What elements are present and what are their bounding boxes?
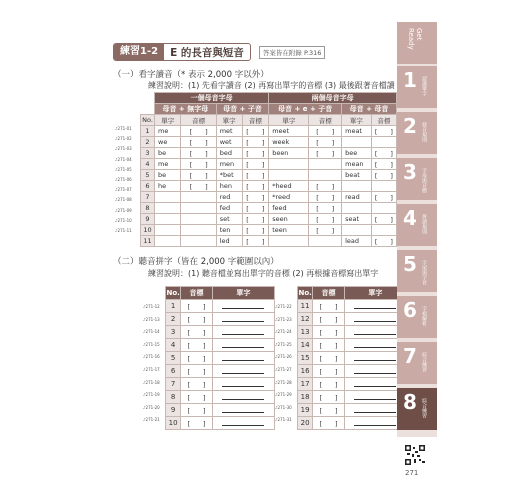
- chapter-label: 字母與音標: [421, 168, 427, 193]
- audio-track-code[interactable]: ♪271-14: [143, 329, 160, 335]
- subheader-vowel-none: 母音 + 無字母: [155, 104, 217, 115]
- audio-track-code[interactable]: ♪271-07: [115, 187, 132, 193]
- phonetic-blank: [371, 225, 396, 236]
- answer-underline: [222, 367, 264, 374]
- chapter-label: 字根解析: [421, 306, 427, 326]
- table-row: [141, 170, 397, 181]
- word-cell: fed: [216, 203, 242, 214]
- table-row: [298, 417, 407, 430]
- row-number: 1: [141, 126, 155, 137]
- word-cell: lead: [342, 236, 372, 247]
- row-number: 1: [166, 300, 181, 313]
- phonetic-blank[interactable]: [ ]: [309, 214, 342, 225]
- col-no: No.: [166, 287, 181, 300]
- word-cell: read: [342, 192, 372, 203]
- phonetic-blank[interactable]: [ ]: [371, 236, 396, 247]
- row-number: 13: [298, 326, 313, 339]
- row-number: 12: [298, 313, 313, 326]
- row-number: 8: [141, 203, 155, 214]
- audio-track-code[interactable]: ♪271-23: [275, 316, 292, 322]
- phonetic-blank[interactable]: [ ]: [309, 126, 342, 137]
- audio-track-code[interactable]: ♪271-26: [275, 354, 292, 360]
- word-cell: seat: [342, 214, 372, 225]
- phonetic-blank[interactable]: [ ]: [309, 137, 342, 148]
- phonetic-blank[interactable]: [ ]: [242, 181, 269, 192]
- answer-underline: [222, 419, 264, 426]
- table-row: [166, 391, 275, 404]
- phonetic-blank: [181, 214, 216, 225]
- phonetic-blank: [181, 236, 216, 247]
- audio-track-code[interactable]: ♪271-11: [115, 228, 132, 233]
- audio-track-code[interactable]: ♪271-08: [115, 197, 132, 203]
- sidebar-get-ready[interactable]: [397, 22, 437, 64]
- table-row: [141, 137, 397, 148]
- phonetic-blank[interactable]: [ ]: [371, 214, 396, 225]
- table-row: [141, 214, 397, 225]
- row-number: 16: [298, 365, 313, 378]
- phonetic-blank[interactable]: [ ]: [242, 137, 269, 148]
- word-cell: hen: [216, 181, 242, 192]
- row-number: 3: [141, 148, 155, 159]
- phonetic-blank[interactable]: [ ]: [309, 203, 342, 214]
- word-cell: [155, 236, 181, 247]
- phonetic-blank[interactable]: [ ]: [242, 159, 269, 170]
- phonetic-blank[interactable]: [ ]: [181, 313, 213, 326]
- answer-underline: [354, 354, 396, 361]
- word-blank[interactable]: [212, 352, 274, 365]
- phonetic-blank[interactable]: [ ]: [181, 391, 213, 404]
- col-phonetic-4: 音標: [371, 115, 396, 126]
- chapter-number: 4: [403, 206, 417, 230]
- table-row: [298, 339, 407, 352]
- table-row: [166, 352, 275, 365]
- table-row: [166, 365, 275, 378]
- col-word-2: 單字: [216, 115, 242, 126]
- row-number: 6: [141, 181, 155, 192]
- row-number: 2: [141, 137, 155, 148]
- phonetic-blank[interactable]: [ ]: [242, 225, 269, 236]
- table-row: [141, 203, 397, 214]
- row-number: 4: [141, 159, 155, 170]
- col-word-3: 單字: [269, 115, 309, 126]
- qr-code-icon[interactable]: [405, 445, 425, 465]
- reading-table: [140, 92, 397, 247]
- word-cell: [155, 225, 181, 236]
- section2-instruction: 練習說明：(1) 聽音檔並寫出單字的音標 (2) 再根據音標寫出單字: [148, 269, 379, 278]
- word-cell: meat: [342, 126, 372, 137]
- phonetic-blank[interactable]: [ ]: [313, 339, 345, 352]
- word-cell: [342, 203, 372, 214]
- word-cell: beat: [342, 170, 372, 181]
- page-number: 271: [405, 469, 419, 477]
- word-cell: mean: [342, 159, 372, 170]
- word-cell: seen: [269, 214, 309, 225]
- phonetic-blank[interactable]: [ ]: [242, 214, 269, 225]
- phonetic-blank: [371, 181, 396, 192]
- chapter-number: 3: [403, 160, 417, 184]
- answer-underline: [222, 315, 264, 322]
- word-cell: week: [269, 137, 309, 148]
- word-cell: led: [216, 236, 242, 247]
- table-row: [166, 417, 275, 430]
- phonetic-blank: [371, 137, 396, 148]
- phonetic-blank[interactable]: [ ]: [181, 126, 216, 137]
- answer-underline: [222, 328, 264, 335]
- chapter-label: 認識單字: [421, 76, 427, 96]
- word-cell: bed: [216, 148, 242, 159]
- answer-underline: [222, 341, 264, 348]
- title-box: [113, 43, 251, 61]
- table-row: [166, 300, 275, 313]
- chapter-number: 6: [403, 298, 417, 322]
- phonetic-blank[interactable]: [ ]: [371, 148, 396, 159]
- section1-instruction: 練習說明：(1) 先看字讀音 (2) 再寫出單字的音標 (3) 最後跟著音檔讀: [148, 81, 395, 90]
- phonetic-blank[interactable]: [ ]: [309, 225, 342, 236]
- audio-track-code[interactable]: ♪271-10: [115, 217, 132, 223]
- chapter-number: 2: [403, 114, 417, 138]
- answer-underline: [354, 367, 396, 374]
- word-cell: feed: [269, 203, 309, 214]
- phonetic-blank[interactable]: [ ]: [313, 417, 345, 430]
- word-cell: bee: [342, 148, 372, 159]
- word-cell: [155, 203, 181, 214]
- audio-track-code[interactable]: ♪271-29: [275, 392, 292, 398]
- answer-note: 答案皆在附錄 P.316: [259, 46, 325, 59]
- audio-track-code[interactable]: ♪271-24: [275, 329, 292, 335]
- col-no: No.: [298, 287, 313, 300]
- answer-underline: [354, 302, 396, 309]
- word-cell: [155, 192, 181, 203]
- audio-track-code[interactable]: ♪271-30: [275, 404, 292, 410]
- phonetic-blank: [181, 225, 216, 236]
- audio-track-code[interactable]: ♪271-03: [115, 146, 132, 152]
- audio-track-code[interactable]: ♪271-02: [115, 136, 132, 142]
- phonetic-blank[interactable]: [ ]: [181, 181, 216, 192]
- row-number: 10: [141, 225, 155, 236]
- table-row: [298, 326, 407, 339]
- exercise-heading: E 的長音與短音: [170, 46, 244, 59]
- audio-track-code[interactable]: ♪271-31: [275, 417, 292, 423]
- audio-track-code[interactable]: ♪271-19: [143, 392, 160, 398]
- chapter-tab-7[interactable]: [397, 342, 437, 384]
- row-number: 5: [141, 170, 155, 181]
- row-number: 6: [166, 365, 181, 378]
- audio-track-code[interactable]: ♪271-05: [115, 166, 132, 172]
- exercise-title: [113, 44, 325, 60]
- audio-track-code[interactable]: ♪271-28: [275, 379, 292, 385]
- phonetic-blank[interactable]: [ ]: [371, 170, 396, 181]
- table-row: [298, 391, 407, 404]
- chapter-number: 8: [403, 390, 417, 414]
- word-cell: be: [155, 170, 181, 181]
- table-row: [141, 236, 397, 247]
- answer-underline: [354, 380, 396, 387]
- chapter-tab-8[interactable]: [397, 388, 437, 430]
- group-header-two-vowels: 兩個母音字母: [269, 93, 397, 104]
- word-cell: [342, 137, 372, 148]
- audio-track-code[interactable]: ♪271-04: [115, 156, 132, 162]
- row-number: 8: [166, 391, 181, 404]
- word-cell: red: [216, 192, 242, 203]
- word-blank[interactable]: [212, 339, 274, 352]
- row-number: 7: [166, 378, 181, 391]
- word-cell: been: [269, 148, 309, 159]
- table-row: [166, 326, 275, 339]
- word-cell: [342, 181, 372, 192]
- chapter-number: 5: [403, 252, 417, 276]
- word-cell: teen: [269, 225, 309, 236]
- phonetic-blank[interactable]: [ ]: [309, 192, 342, 203]
- phonetic-blank[interactable]: [ ]: [242, 126, 269, 137]
- chapter-tab-5[interactable]: [397, 250, 437, 292]
- exercise-tag: 練習1-2: [114, 44, 164, 60]
- phonetic-blank: [309, 170, 342, 181]
- table-row: [166, 313, 275, 326]
- col-no: No.: [142, 116, 153, 124]
- row-number: 20: [298, 417, 313, 430]
- answer-underline: [354, 341, 396, 348]
- phonetic-blank: [181, 203, 216, 214]
- phonetic-blank[interactable]: [ ]: [242, 148, 269, 159]
- subheader-vowel-vowel: 母音 + 母音: [342, 104, 397, 115]
- phonetic-blank[interactable]: [ ]: [181, 300, 213, 313]
- phonetic-blank[interactable]: [ ]: [309, 148, 342, 159]
- answer-underline: [222, 354, 264, 361]
- audio-track-code[interactable]: ♪271-12: [143, 304, 160, 309]
- table-row: [298, 313, 407, 326]
- phonetic-blank[interactable]: [ ]: [181, 170, 216, 181]
- phonetic-blank[interactable]: [ ]: [313, 365, 345, 378]
- phonetic-blank[interactable]: [ ]: [371, 126, 396, 137]
- row-number: 17: [298, 378, 313, 391]
- word-blank[interactable]: [212, 417, 274, 430]
- row-number: 11: [141, 236, 155, 247]
- row-number: 18: [298, 391, 313, 404]
- phonetic-blank[interactable]: [ ]: [242, 192, 269, 203]
- word-cell: he: [155, 181, 181, 192]
- chapter-label: 發音規則: [421, 122, 427, 142]
- answer-underline: [354, 328, 396, 335]
- word-blank[interactable]: [212, 313, 274, 326]
- audio-track-code[interactable]: ♪271-17: [143, 367, 160, 372]
- phonetic-blank[interactable]: [ ]: [313, 378, 345, 391]
- table-row: [298, 300, 407, 313]
- phonetic-blank[interactable]: [ ]: [309, 181, 342, 192]
- table-row: [166, 404, 275, 417]
- phonetic-blank[interactable]: [ ]: [371, 192, 396, 203]
- col-phonetic: 音標: [313, 287, 345, 300]
- word-cell: me: [155, 159, 181, 170]
- word-cell: ten: [216, 225, 242, 236]
- chapter-tab-1[interactable]: [397, 66, 437, 108]
- phonetic-blank[interactable]: [ ]: [313, 352, 345, 365]
- phonetic-blank: [181, 192, 216, 203]
- row-number: 7: [141, 192, 155, 203]
- audio-track-code[interactable]: ♪271-16: [143, 354, 160, 360]
- audio-track-code[interactable]: ♪271-15: [143, 341, 160, 347]
- row-number: 9: [141, 214, 155, 225]
- group-header-one-vowel: 一個母音字母: [155, 93, 269, 104]
- word-cell: [269, 159, 309, 170]
- phonetic-blank[interactable]: [ ]: [181, 339, 213, 352]
- col-word-1: 單字: [155, 115, 181, 126]
- phonetic-blank[interactable]: [ ]: [242, 236, 269, 247]
- chapter-label: 字尾與字首: [421, 260, 427, 285]
- dictation-table-right: [297, 286, 407, 430]
- word-blank[interactable]: [212, 378, 274, 391]
- answer-underline: [354, 406, 396, 413]
- phonetic-blank[interactable]: [ ]: [181, 365, 213, 378]
- phonetic-blank[interactable]: [ ]: [313, 391, 345, 404]
- word-cell: met: [216, 126, 242, 137]
- col-word: 單字: [212, 287, 274, 300]
- phonetic-blank[interactable]: [ ]: [242, 203, 269, 214]
- phonetic-blank[interactable]: [ ]: [313, 326, 345, 339]
- phonetic-blank[interactable]: [ ]: [181, 159, 216, 170]
- chapter-number: 1: [403, 68, 417, 92]
- row-number: 10: [166, 417, 181, 430]
- phonetic-blank[interactable]: [ ]: [181, 137, 216, 148]
- table-row: [166, 339, 275, 352]
- word-cell: men: [216, 159, 242, 170]
- row-number: 15: [298, 352, 313, 365]
- audio-track-code[interactable]: ♪271-20: [143, 404, 160, 410]
- table-row: [141, 181, 397, 192]
- word-cell: *bet: [216, 170, 242, 181]
- chapter-label: 綜合練習: [421, 352, 427, 372]
- audio-track-code[interactable]: ♪271-27: [275, 367, 292, 372]
- section2-heading: （二）聽音拼字（皆在 2,000 字範圍以內）: [113, 257, 279, 267]
- word-cell: be: [155, 148, 181, 159]
- subheader-vowel-consonant: 母音 + 子音: [216, 104, 268, 115]
- chapter-number: 7: [403, 344, 417, 368]
- col-phonetic-2: 音標: [242, 115, 269, 126]
- table-row: [298, 378, 407, 391]
- table-row: [141, 159, 397, 170]
- word-cell: wet: [216, 137, 242, 148]
- phonetic-blank[interactable]: [ ]: [181, 148, 216, 159]
- phonetic-blank[interactable]: [ ]: [313, 313, 345, 326]
- answer-underline: [354, 315, 396, 322]
- audio-track-code[interactable]: ♪271-18: [143, 379, 160, 385]
- col-word: 單字: [344, 287, 406, 300]
- answer-underline: [354, 393, 396, 400]
- chapter-tab-6[interactable]: [397, 296, 437, 338]
- table-row: [298, 352, 407, 365]
- word-cell: *reed: [269, 192, 309, 203]
- audio-track-code[interactable]: ♪271-21: [143, 417, 160, 423]
- word-cell: [155, 214, 181, 225]
- word-cell: *heed: [269, 181, 309, 192]
- chapter-label: 綜合練習: [421, 398, 427, 418]
- audio-track-code[interactable]: ♪271-06: [115, 177, 132, 182]
- word-cell: we: [155, 137, 181, 148]
- col-phonetic-3: 音標: [309, 115, 342, 126]
- word-blank[interactable]: [212, 326, 274, 339]
- section1-heading: （一）看字讀音（* 表示 2,000 字以外）: [113, 70, 269, 80]
- word-cell: me: [155, 126, 181, 137]
- audio-track-code[interactable]: ♪271-25: [275, 341, 292, 347]
- row-number: 4: [166, 339, 181, 352]
- phonetic-blank[interactable]: [ ]: [181, 417, 213, 430]
- table-row: [141, 225, 397, 236]
- phonetic-blank[interactable]: [ ]: [313, 404, 345, 417]
- phonetic-blank[interactable]: [ ]: [181, 378, 213, 391]
- phonetic-blank[interactable]: [ ]: [181, 404, 213, 417]
- table-row: [298, 404, 407, 417]
- phonetic-blank[interactable]: [ ]: [181, 352, 213, 365]
- row-number: 9: [166, 404, 181, 417]
- row-number: 2: [166, 313, 181, 326]
- phonetic-blank[interactable]: [ ]: [371, 159, 396, 170]
- word-blank[interactable]: [212, 365, 274, 378]
- phonetic-blank: [309, 159, 342, 170]
- col-phonetic: 音標: [181, 287, 213, 300]
- chapter-label: 拼讀規則: [421, 214, 427, 234]
- word-blank[interactable]: [212, 300, 274, 313]
- table-row: [141, 126, 397, 137]
- phonetic-blank[interactable]: [ ]: [181, 326, 213, 339]
- row-number: 11: [298, 300, 313, 313]
- chapter-tab-4[interactable]: [397, 204, 437, 246]
- dictation-table-left: [165, 286, 275, 430]
- table-row: [141, 148, 397, 159]
- row-number: 14: [298, 339, 313, 352]
- word-cell: [342, 225, 372, 236]
- chapter-tab-3[interactable]: [397, 158, 437, 200]
- answer-underline: [222, 406, 264, 413]
- phonetic-blank: [371, 203, 396, 214]
- table-row: [298, 365, 407, 378]
- row-number: 3: [166, 326, 181, 339]
- col-phonetic-1: 音標: [181, 115, 216, 126]
- phonetic-blank[interactable]: [ ]: [242, 170, 269, 181]
- audio-track-code[interactable]: ♪271-01: [115, 126, 132, 131]
- audio-track-code[interactable]: ♪271-13: [143, 316, 160, 322]
- phonetic-blank: [309, 236, 342, 247]
- word-cell: set: [216, 214, 242, 225]
- col-word-4: 單字: [342, 115, 372, 126]
- answer-underline: [354, 419, 396, 426]
- word-cell: [269, 236, 309, 247]
- phonetic-blank[interactable]: [ ]: [313, 300, 345, 313]
- word-blank[interactable]: [212, 391, 274, 404]
- row-number: 19: [298, 404, 313, 417]
- answer-underline: [222, 302, 264, 309]
- answer-underline: [222, 380, 264, 387]
- row-number: 5: [166, 352, 181, 365]
- audio-track-code[interactable]: ♪271-09: [115, 207, 132, 213]
- table-row: [166, 378, 275, 391]
- chapter-tab-2[interactable]: [397, 112, 437, 154]
- subheader-vowel-e-consonant: 母音 + e + 子音: [269, 104, 342, 115]
- answer-underline: [222, 393, 264, 400]
- word-cell: [269, 170, 309, 181]
- word-blank[interactable]: [212, 404, 274, 417]
- audio-track-code[interactable]: ♪271-22: [275, 304, 292, 309]
- sidebar-get-ready-label: Get Ready: [407, 28, 423, 50]
- table-row: [141, 192, 397, 203]
- word-cell: meet: [269, 126, 309, 137]
